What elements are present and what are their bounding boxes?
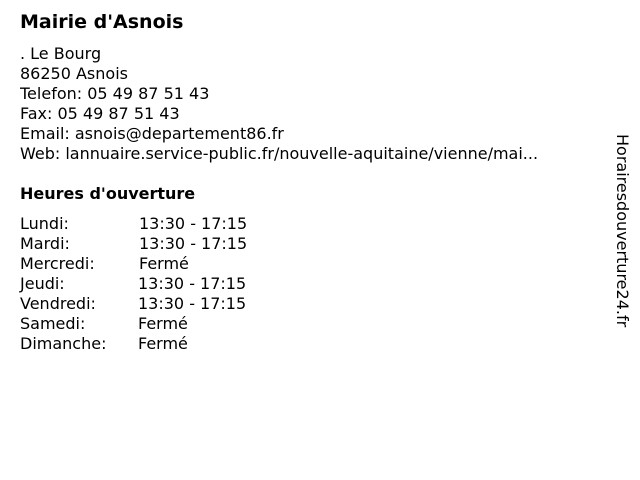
- postal-city: 86250 Asnois: [20, 64, 128, 83]
- time-value: 13:30 - 17:15: [138, 294, 247, 313]
- day-label: Mercredi:: [20, 254, 95, 273]
- day-label: Mardi:: [20, 234, 70, 253]
- phone-number: Telefon: 05 49 87 51 43: [20, 84, 210, 103]
- time-value: Fermé: [139, 254, 189, 273]
- fax-number: Fax: 05 49 87 51 43: [20, 104, 180, 123]
- day-label: Jeudi:: [20, 274, 65, 293]
- day-label: Lundi:: [20, 214, 69, 233]
- time-value: 13:30 - 17:15: [139, 234, 248, 253]
- day-label: Vendredi:: [20, 294, 96, 313]
- contact-block: [20, 44, 600, 164]
- website-link[interactable]: Web: lannuaire.service-public.fr/nouvelle-aquitaine/vienne/mai...: [20, 144, 539, 163]
- day-label: Dimanche:: [20, 334, 107, 353]
- time-value: 13:30 - 17:15: [139, 214, 248, 233]
- street-address: . Le Bourg: [20, 44, 102, 63]
- hours-heading: Heures d'ouverture: [20, 184, 196, 203]
- time-value: Fermé: [138, 314, 188, 333]
- page-title: Mairie d'Asnois: [20, 11, 184, 33]
- email-address: Email: asnois@departement86.fr: [20, 124, 284, 143]
- day-label: Samedi:: [20, 314, 86, 333]
- time-value: Fermé: [138, 334, 188, 353]
- site-brand-vertical: Horairesdouverture24.fr: [613, 134, 632, 328]
- time-value: 13:30 - 17:15: [138, 274, 247, 293]
